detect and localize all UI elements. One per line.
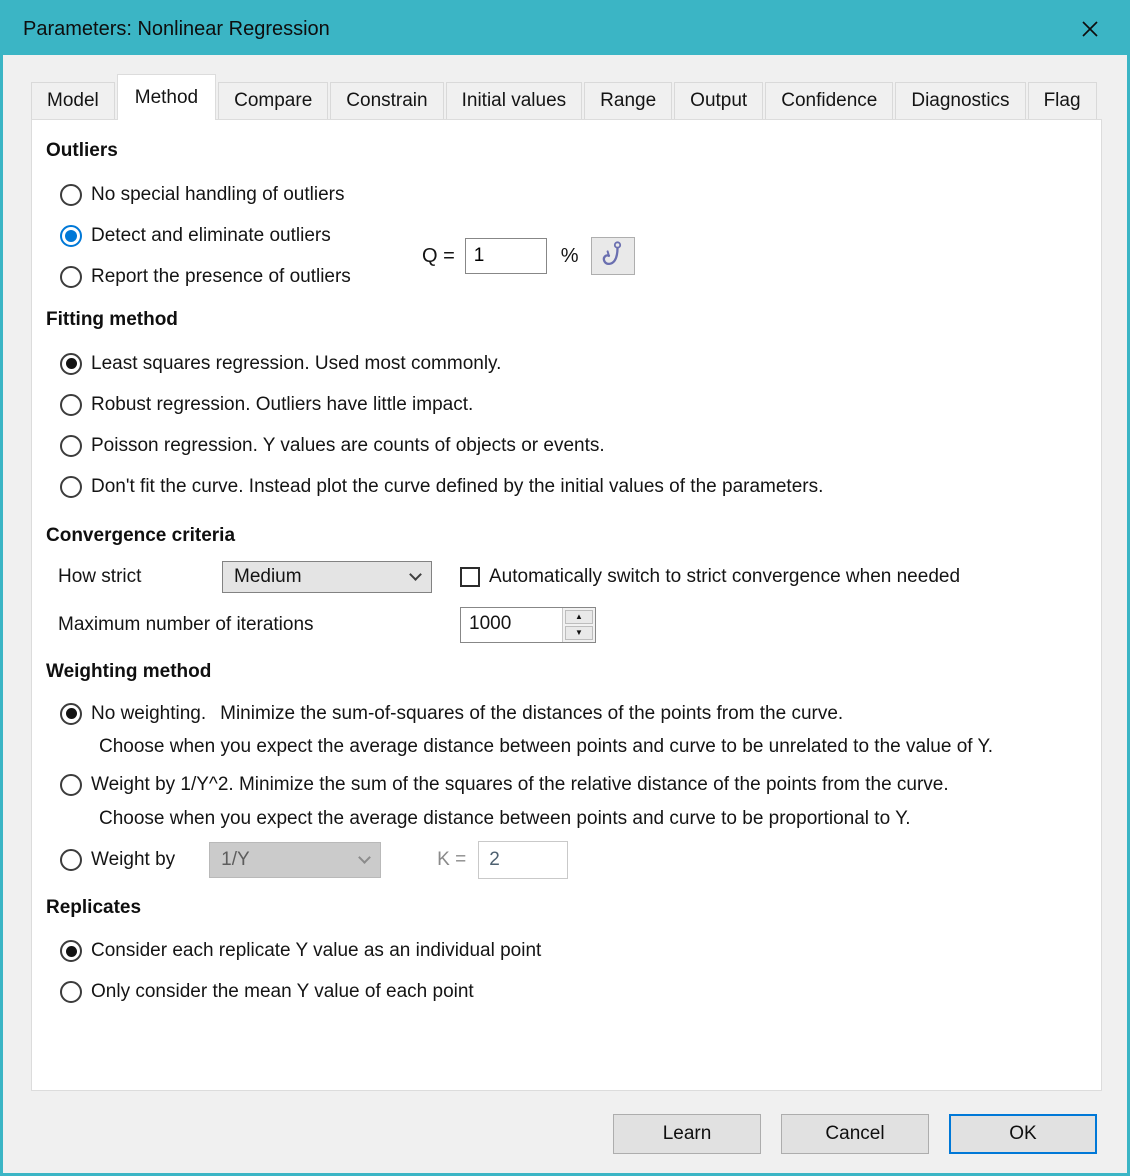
fish-hook-icon (596, 239, 630, 273)
radio-weight-by[interactable]: Weight by 1/Y K = 2 (46, 837, 1101, 883)
tab-bar (3, 55, 1127, 119)
weighting-section (46, 661, 1101, 883)
spinner-down-button[interactable]: ▼ (565, 626, 593, 640)
outliers-section (46, 140, 1101, 297)
method-tab-panel (31, 119, 1102, 1091)
k-value-input (478, 841, 568, 879)
convergence-heading: Convergence criteria (46, 525, 236, 546)
q-threshold-group (422, 237, 635, 275)
radio-icon[interactable] (60, 435, 82, 457)
radio-report-outliers[interactable]: Report the presence of outliers (46, 256, 1101, 297)
weighting-heading: Weighting method (46, 661, 212, 682)
q-value-input[interactable] (465, 238, 547, 274)
auto-strict-checkbox[interactable] (460, 567, 480, 587)
radio-poisson-regression[interactable]: Poisson regression. Y values are counts of objects or events. (46, 425, 1101, 466)
radio-icon[interactable] (60, 184, 82, 206)
tab-initial-values[interactable]: Initial values (446, 82, 583, 119)
cancel-button[interactable]: Cancel (781, 1114, 929, 1154)
radio-icon[interactable] (60, 774, 82, 796)
chevron-down-icon (409, 568, 422, 581)
ok-button[interactable]: OK (949, 1114, 1097, 1154)
fitting-method-heading: Fitting method (46, 309, 178, 330)
convergence-section (46, 525, 1101, 643)
spinner-up-button[interactable]: ▲ (565, 610, 593, 624)
radio-icon[interactable] (60, 394, 82, 416)
close-button[interactable] (1073, 12, 1107, 46)
radio-replicate-individual[interactable]: Consider each replicate Y value as an individual point (46, 931, 1101, 972)
no-weighting-detail: Minimize the sum-of-squares of the distances of the points from the curve. (220, 702, 844, 724)
replicates-section (46, 897, 1101, 1013)
tab-confidence[interactable]: Confidence (765, 82, 893, 119)
dialog-title: Parameters: Nonlinear Regression (23, 17, 330, 40)
tab-compare[interactable]: Compare (218, 82, 328, 119)
outliers-heading: Outliers (46, 140, 118, 161)
radio-robust-regression[interactable]: Robust regression. Outliers have little impact. (46, 384, 1101, 425)
fitting-method-section (46, 309, 1101, 507)
close-icon (1079, 18, 1101, 40)
max-iterations-label: Maximum number of iterations (58, 614, 314, 635)
learn-button[interactable]: Learn (613, 1114, 761, 1154)
radio-icon[interactable] (60, 476, 82, 498)
how-strict-label: How strict (58, 566, 142, 587)
radio-weight-relative[interactable]: Weight by 1/Y^2. Minimize the sum of the squares of the relative distance of the points from the curve. (46, 766, 1101, 804)
tab-diagnostics[interactable]: Diagnostics (895, 82, 1025, 119)
auto-strict-label: Automatically switch to strict convergence when needed (489, 566, 961, 587)
k-label: K = (437, 848, 467, 870)
how-strict-row (46, 561, 1101, 593)
outlier-hook-button[interactable] (591, 237, 635, 275)
tab-model[interactable]: Model (31, 82, 115, 119)
tab-range[interactable]: Range (584, 82, 672, 119)
max-iterations-row (46, 607, 1101, 643)
radio-icon-selected[interactable] (60, 940, 82, 962)
radio-no-weighting[interactable]: No weighting. Minimize the sum-of-squares of the distances of the points from the curve. (46, 695, 1101, 732)
radio-least-squares[interactable]: Least squares regression. Used most commonly. (46, 343, 1101, 384)
percent-label: % (560, 244, 579, 267)
tab-method[interactable]: Method (117, 74, 216, 120)
no-weighting-description: Choose when you expect the average distance between points and curve to be unrelated to the value of Y. (99, 736, 993, 757)
radio-detect-eliminate-outliers[interactable]: Detect and eliminate outliers (46, 215, 1101, 256)
title-bar (3, 3, 1127, 55)
tab-constrain[interactable]: Constrain (330, 82, 443, 119)
footer-button-row (3, 1114, 1097, 1154)
weight-by-dropdown: 1/Y (209, 842, 381, 878)
max-iterations-value[interactable]: 1000 (469, 613, 512, 634)
tab-output[interactable]: Output (674, 82, 763, 119)
replicates-heading: Replicates (46, 896, 142, 918)
radio-dont-fit[interactable]: Don't fit the curve. Instead plot the curve defined by the initial values of the parameters. (46, 466, 1101, 507)
relative-description: Choose when you expect the average distance between points and curve to be proportional to Y. (99, 808, 911, 830)
max-iterations-spinner (460, 607, 596, 643)
radio-icon-selected[interactable] (60, 225, 82, 247)
how-strict-dropdown[interactable]: Medium (222, 561, 432, 593)
radio-replicate-mean[interactable]: Only consider the mean Y value of each point (46, 972, 1101, 1013)
radio-no-special-handling[interactable]: No special handling of outliers (46, 174, 1101, 215)
tab-flag[interactable]: Flag (1028, 82, 1097, 119)
radio-icon-selected[interactable] (60, 353, 82, 375)
chevron-down-icon (358, 851, 371, 864)
radio-icon[interactable] (60, 981, 82, 1003)
radio-icon[interactable] (60, 849, 82, 871)
q-label: Q = (422, 244, 455, 267)
radio-icon-selected[interactable] (60, 703, 82, 725)
radio-icon[interactable] (60, 266, 82, 288)
